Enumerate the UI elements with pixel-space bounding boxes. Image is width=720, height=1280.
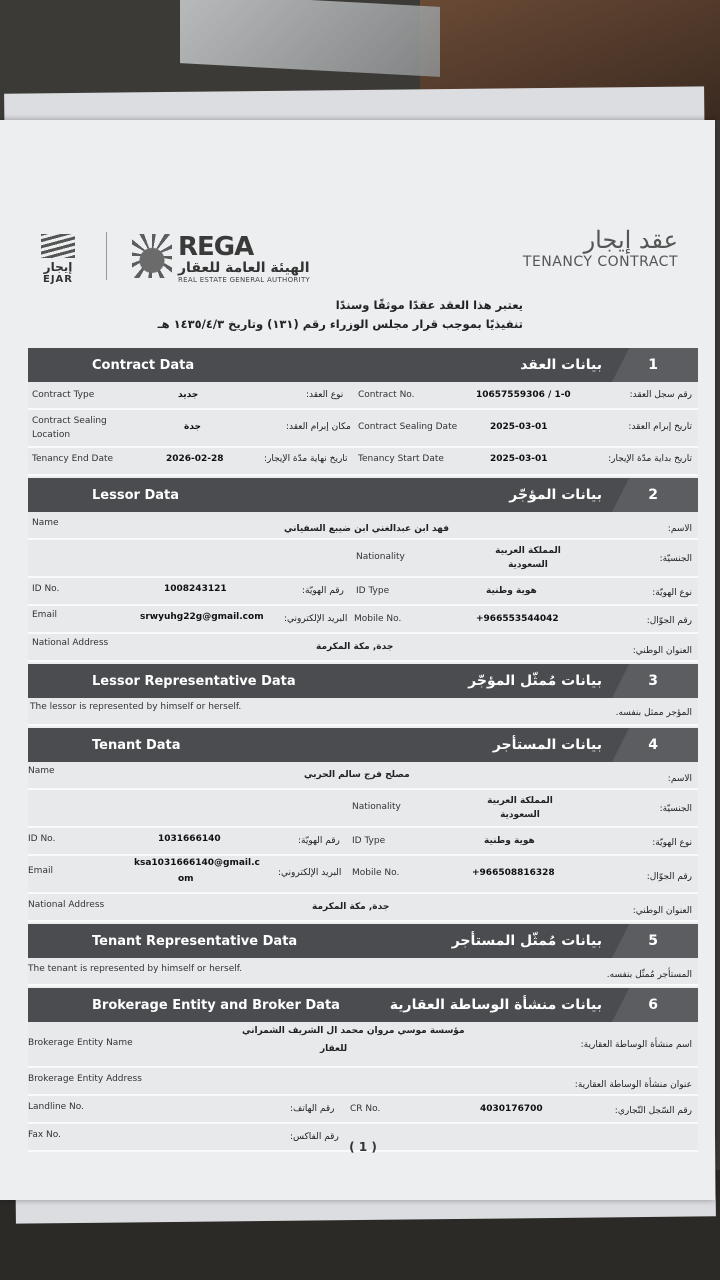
tenant-nationality-value: المملكة العربية السعودية [487, 796, 553, 820]
section-title-en: Lessor Data [92, 487, 179, 503]
section-number: 4 [648, 737, 658, 753]
document-header [28, 216, 698, 346]
tenant-nationality-label-ar: الجنسيّة: [659, 804, 692, 814]
sealing-date-value: 2025-03-01 [490, 422, 548, 432]
lessor-name-label-ar: الاسم: [667, 524, 692, 534]
brokerage-address-label-ar: عنوان منشأة الوساطة العقارية: [574, 1080, 692, 1090]
ejar-mark-icon [41, 234, 75, 258]
cr-label: CR No. [350, 1104, 381, 1114]
tenant-address-label-ar: العنوان الوطني: [632, 906, 692, 916]
logo-divider [106, 232, 107, 280]
lessor-idtype-label-ar: نوع الهويّة: [652, 588, 692, 598]
section-title-ar: بيانات المؤجّر [509, 487, 602, 503]
contract-row-dates [28, 448, 698, 476]
lessor-address-label-ar: العنوان الوطني: [632, 646, 692, 656]
rega-name-en: REAL ESTATE GENERAL AUTHORITY [178, 276, 311, 284]
brokerage-address-label: Brokerage Entity Address [28, 1074, 142, 1084]
contract-row-type [28, 382, 698, 410]
tenant-id-label-ar: رقم الهويّة: [298, 836, 340, 846]
section-number: 5 [648, 933, 658, 949]
lessor-email-label-ar: البريد الإلكتروني: [284, 614, 348, 624]
tenant-row-name [28, 762, 698, 790]
ejar-logo-ar: إيجار [43, 260, 73, 274]
tenant-row-address [28, 894, 698, 922]
intro-statement [158, 296, 523, 334]
brokerage-row-address [28, 1068, 698, 1096]
lessor-id-value: 1008243121 [164, 584, 227, 594]
end-date-label: Tenancy End Date [32, 454, 114, 464]
start-date-label: Tenancy Start Date [358, 454, 444, 464]
contract-no-value: 10657559306 / 1-0 [476, 390, 571, 400]
lessor-address-label: National Address [32, 638, 109, 648]
tenant-idtype-value: هوية وطنية [484, 836, 535, 846]
start-date-label-ar: تاريخ بداية مدّة الإيجار: [608, 454, 692, 464]
lessor-mobile-label: Mobile No. [354, 614, 402, 624]
lessor-address-value: جدة, مكة المكرمة [316, 642, 394, 652]
tenant-email-value-2: om [178, 874, 194, 884]
section-title-en: Contract Data [92, 357, 195, 373]
contract-row-location [28, 410, 698, 448]
end-date-label-ar: تاريخ نهاية مدّة الإيجار: [264, 454, 348, 464]
start-date-value: 2025-03-01 [490, 454, 548, 464]
section-number: 6 [648, 997, 658, 1013]
lessor-row-address [28, 634, 698, 662]
tenant-rep-row [28, 958, 698, 986]
section-title-en: Lessor Representative Data [92, 673, 296, 689]
tenant-name-value: مصلح فرج سالم الحربي [304, 770, 410, 780]
cr-value: 4030176700 [480, 1104, 543, 1114]
tenant-idtype-label: ID Type [352, 836, 386, 846]
landline-label-ar: رقم الهاتف: [290, 1104, 335, 1114]
landline-label: Landline No. [28, 1102, 84, 1112]
contract-type-value: جديد [178, 390, 199, 400]
lessor-idtype-label: ID Type [356, 586, 390, 596]
ejar-logo-en: EJAR [43, 274, 73, 285]
brokerage-entity-value-2: للعقار [320, 1044, 348, 1054]
brokerage-entity-value-1: مؤسسة موسي مروان محمد ال الشريف الشمراني [242, 1026, 465, 1036]
contract-no-label: Contract No. [358, 390, 415, 400]
lessor-id-label-ar: رقم الهويّة: [302, 586, 344, 596]
rega-name: REGA [178, 232, 254, 262]
rega-logo [132, 234, 310, 284]
section-title-ar: بيانات العقد [520, 357, 602, 373]
document-sheet [0, 120, 715, 1200]
lessor-mobile-label-ar: رقم الجوّال: [646, 616, 692, 626]
section-title-ar: بيانات مُمثّل المؤجّر [468, 673, 602, 689]
tenant-mobile-label-ar: رقم الجوّال: [646, 872, 692, 882]
intro-line-2: تنفيذيًا بموجب قرار مجلس الوزراء رقم (١٣١) وتاريخ ١٤٣٥/٤/٣ هـ [157, 317, 523, 331]
tenant-email-label-ar: البريد الإلكتروني: [278, 868, 342, 878]
rega-name-ar: الهيئة العامة للعقار [178, 260, 310, 276]
lessor-name-value: فهد ابن عبدالغني ابن ضيبع السفياني [284, 524, 450, 534]
tenant-address-label: National Address [28, 900, 105, 910]
sealing-date-label: Contract Sealing Date [358, 422, 458, 432]
section-number: 2 [648, 487, 658, 503]
section-contract-data [28, 348, 698, 382]
tenant-mobile-value: +966508816328 [472, 868, 555, 878]
lessor-row-name [28, 512, 698, 540]
contract-title [523, 226, 678, 270]
brokerage-entity-label-ar: اسم منشأة الوساطة العقارية: [580, 1040, 692, 1050]
section-tenant-representative [28, 924, 698, 958]
lessor-name-label: Name [32, 518, 59, 528]
lessor-mobile-value: +966553544042 [476, 614, 559, 624]
section-title-ar: بيانات منشأة الوساطة العقارية [389, 997, 602, 1013]
section-tenant-data [28, 728, 698, 762]
lessor-row-email [28, 606, 698, 634]
contract-title-ar: عقد إيجار [583, 226, 678, 254]
tenant-name-label-ar: الاسم: [667, 774, 692, 784]
section-title-en: Brokerage Entity and Broker Data [92, 997, 340, 1013]
fax-label-ar: رقم الفاكس: [290, 1132, 339, 1142]
sealing-location-label: Contract Sealing Location [32, 416, 107, 440]
lessor-nationality-label: Nationality [356, 552, 405, 562]
background-plastic [180, 0, 440, 77]
lessor-row-id [28, 578, 698, 606]
section-number: 3 [648, 673, 658, 689]
page-number: ( 1 ) [349, 1140, 377, 1154]
intro-line-1: يعتبر هذا العقد عقدًا موثقًا وسندًا [335, 298, 523, 312]
tenant-address-value: جدة, مكة المكرمة [312, 902, 390, 912]
lessor-id-label: ID No. [32, 584, 60, 594]
tenant-email-label: Email [28, 866, 53, 876]
lessor-nationality-label-ar: الجنسيّة: [659, 554, 692, 564]
section-title-ar: بيانات مُمثّل المستأجر [451, 933, 602, 949]
lessor-rep-note-en: The lessor is represented by himself or herself. [30, 702, 242, 712]
lessor-rep-note-ar: المؤجر ممثل بنفسه. [615, 708, 692, 718]
contract-no-label-ar: رقم سجل العقد: [629, 390, 692, 400]
section-title-ar: بيانات المستأجر [492, 737, 602, 753]
brokerage-entity-label: Brokerage Entity Name [28, 1038, 133, 1048]
section-title-en: Tenant Data [92, 737, 181, 753]
brokerage-row-landline [28, 1096, 698, 1124]
lessor-rep-row [28, 698, 698, 726]
tenant-nationality-label: Nationality [352, 802, 401, 812]
sealing-location-label-ar: مكان إبرام العقد: [286, 422, 351, 432]
cr-label-ar: رقم السّجل التّجاري: [614, 1106, 692, 1116]
lessor-row-nationality [28, 540, 698, 578]
section-lessor-representative [28, 664, 698, 698]
section-title-en: Tenant Representative Data [92, 933, 298, 949]
fax-label: Fax No. [28, 1130, 61, 1140]
tenant-id-value: 1031666140 [158, 834, 221, 844]
tenant-rep-note-en: The tenant is represented by himself or herself. [28, 964, 243, 974]
section-lessor-data [28, 478, 698, 512]
tenant-mobile-label: Mobile No. [352, 868, 400, 878]
section-number: 1 [648, 357, 658, 373]
lessor-email-value: srwyuhg22g@gmail.com [140, 612, 264, 622]
tenant-name-label: Name [28, 766, 55, 776]
tenant-email-value-1: ksa1031666140@gmail.c [134, 858, 260, 868]
contract-type-label: Contract Type [32, 390, 95, 400]
ejar-logo [28, 234, 88, 285]
page-content [28, 120, 698, 1152]
lessor-email-label: Email [32, 610, 57, 620]
tenant-row-email [28, 856, 698, 894]
contract-type-label-ar: نوع العقد: [306, 390, 344, 400]
section-brokerage [28, 988, 698, 1022]
tenant-row-id [28, 828, 698, 856]
tenant-id-label: ID No. [28, 834, 56, 844]
contract-title-en: TENANCY CONTRACT [522, 254, 678, 270]
rega-emblem-icon [132, 234, 172, 278]
tenant-row-nationality [28, 790, 698, 828]
end-date-value: 2026-02-28 [166, 454, 224, 464]
sealing-location-value: جدة [184, 422, 201, 432]
sealing-date-label-ar: تاريخ إبرام العقد: [628, 422, 692, 432]
tenant-idtype-label-ar: نوع الهويّة: [652, 838, 692, 848]
tenant-rep-note-ar: المستأجر مُمثّل بنفسه. [606, 970, 692, 980]
lessor-nationality-value: المملكة العربية السعودية [495, 546, 561, 570]
lessor-idtype-value: هوية وطنية [486, 586, 537, 596]
brokerage-row-entity [28, 1022, 698, 1068]
